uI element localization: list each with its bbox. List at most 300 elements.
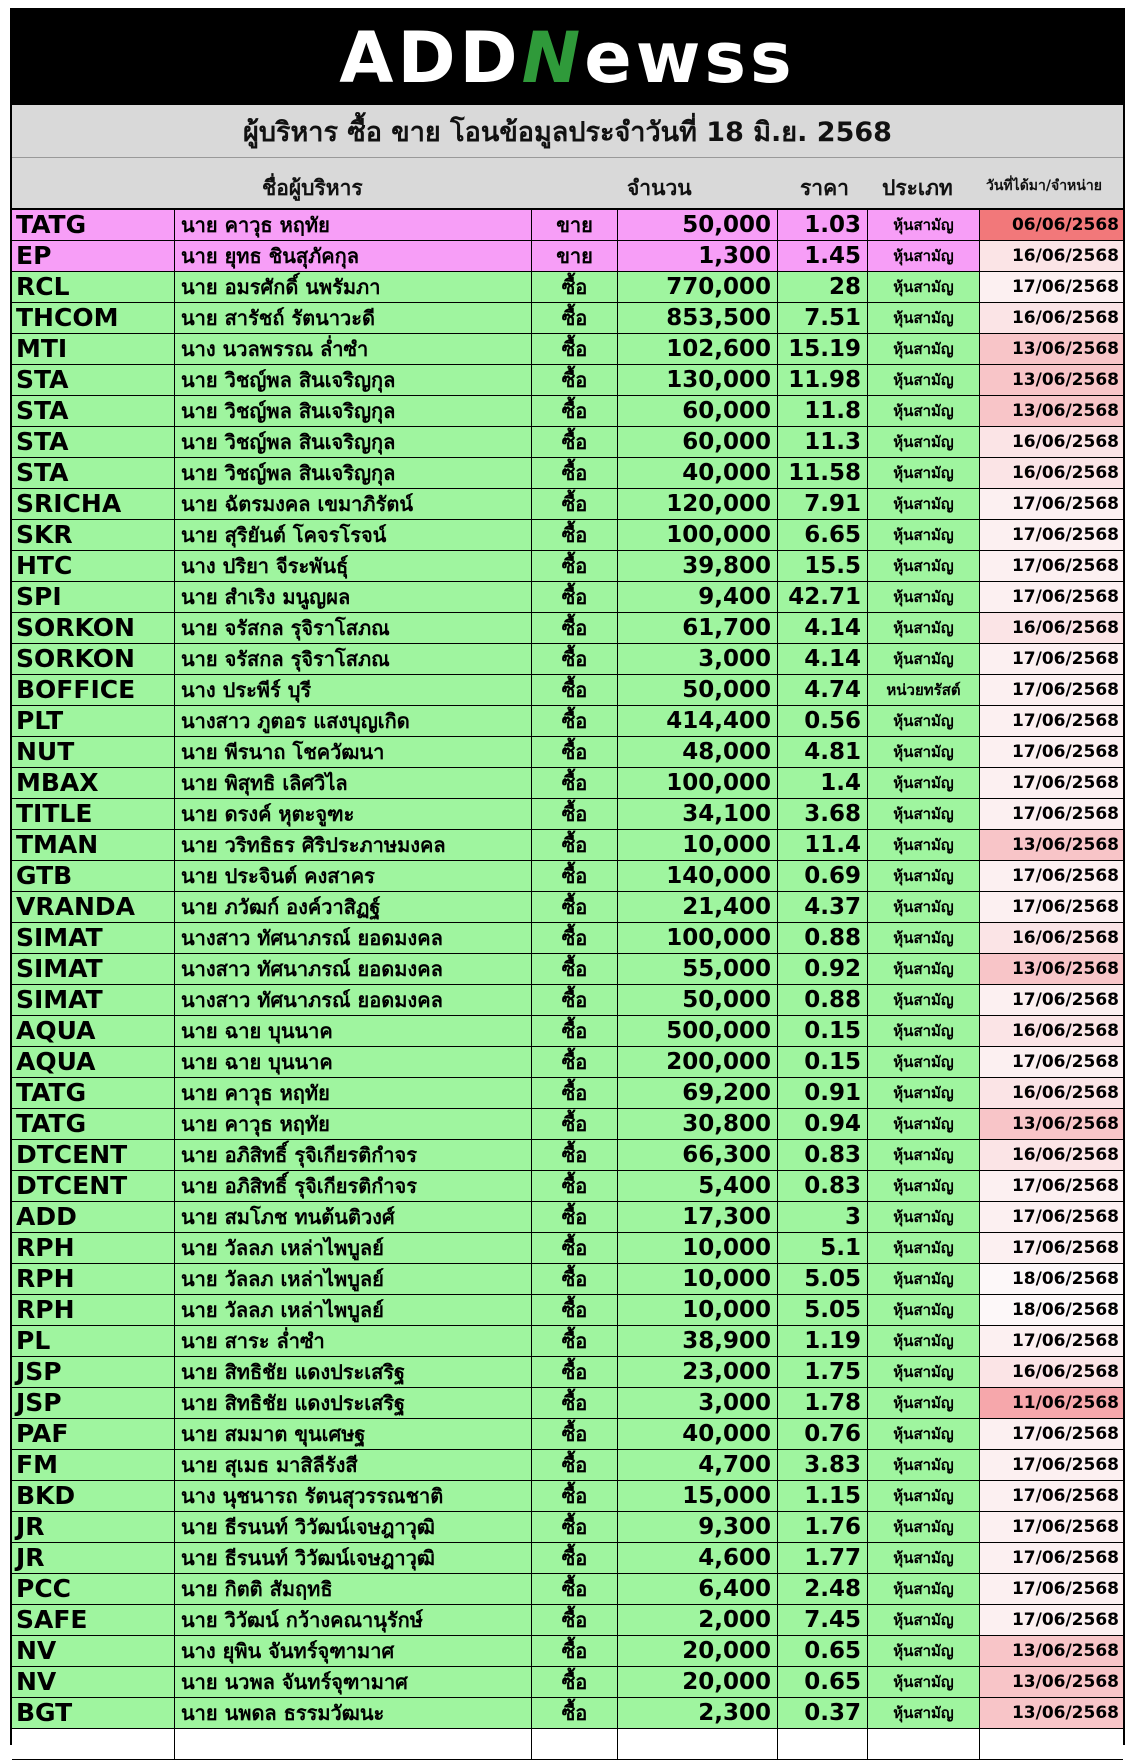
price-cell: 4.81 xyxy=(778,737,868,767)
trade-date-cell: 13/06/2568 xyxy=(980,334,1123,364)
price-cell: 0.92 xyxy=(778,954,868,984)
symbol-cell: JSP xyxy=(12,1357,175,1387)
security-type-cell: หุ้นสามัญ xyxy=(868,1512,980,1542)
trade-date-cell: 17/06/2568 xyxy=(980,644,1123,674)
symbol-cell: SIMAT xyxy=(12,923,175,953)
price-cell: 42.71 xyxy=(778,582,868,612)
trade-date-cell: 17/06/2568 xyxy=(980,1233,1123,1263)
security-type-cell: หุ้นสามัญ xyxy=(868,1109,980,1139)
trade-side-cell: ซื้อ xyxy=(532,1636,618,1666)
price-cell: 11.4 xyxy=(778,830,868,860)
trade-date-cell: 16/06/2568 xyxy=(980,427,1123,457)
trade-date-cell: 13/06/2568 xyxy=(980,1109,1123,1139)
security-type-cell: หุ้นสามัญ xyxy=(868,551,980,581)
price-cell: 28 xyxy=(778,272,868,302)
quantity-cell: 10,000 xyxy=(618,1295,778,1325)
symbol-cell: NV xyxy=(12,1636,175,1666)
trade-side-cell: ซื้อ xyxy=(532,1047,618,1077)
symbol-cell: STA xyxy=(12,396,175,426)
table-row xyxy=(12,706,1123,737)
security-type-cell: หุ้นสามัญ xyxy=(868,985,980,1015)
trade-side-cell: ซื้อ xyxy=(532,396,618,426)
trade-date-cell: 16/06/2568 xyxy=(980,1140,1123,1170)
price-cell: 3.83 xyxy=(778,1450,868,1480)
trade-date-cell: 16/06/2568 xyxy=(980,241,1123,271)
trade-side-cell: ซื้อ xyxy=(532,1667,618,1697)
column-headers xyxy=(12,158,1123,210)
executive-name-cell: นาย คาวุธ หฤทัย xyxy=(175,210,532,240)
symbol-cell: STA xyxy=(12,458,175,488)
symbol-cell: DTCENT xyxy=(12,1140,175,1170)
price-cell: 5.05 xyxy=(778,1295,868,1325)
symbol-cell: PAF xyxy=(12,1419,175,1449)
trade-date-cell: 17/06/2568 xyxy=(980,861,1123,891)
security-type-cell: หุ้นสามัญ xyxy=(868,644,980,674)
quantity-cell: 17,300 xyxy=(618,1202,778,1232)
price-cell: 0.65 xyxy=(778,1667,868,1697)
empty-cell xyxy=(778,1729,868,1759)
price-cell: 0.69 xyxy=(778,861,868,891)
table-row xyxy=(12,892,1123,923)
quantity-cell: 40,000 xyxy=(618,1419,778,1449)
executive-name-cell: นาย ประจินต์ คงสาคร xyxy=(175,861,532,891)
trade-date-cell: 17/06/2568 xyxy=(980,892,1123,922)
executive-name-cell: นาย วัลลภ เหล่าไพบูลย์ xyxy=(175,1233,532,1263)
trade-date-cell: 17/06/2568 xyxy=(980,985,1123,1015)
price-cell: 0.56 xyxy=(778,706,868,736)
executive-name-cell: นาย วัลลภ เหล่าไพบูลย์ xyxy=(175,1264,532,1294)
symbol-cell: TITLE xyxy=(12,799,175,829)
trade-side-cell: ซื้อ xyxy=(532,954,618,984)
quantity-cell: 60,000 xyxy=(618,396,778,426)
price-cell: 0.15 xyxy=(778,1016,868,1046)
table-row xyxy=(12,1016,1123,1047)
symbol-cell: FM xyxy=(12,1450,175,1480)
quantity-cell: 55,000 xyxy=(618,954,778,984)
executive-name-cell: นาย วิวัฒน์ กว้างคณานุรักษ์ xyxy=(175,1605,532,1635)
executive-name-cell: นาย อภิสิทธิ์ รุจิเกียรติกำจร xyxy=(175,1171,532,1201)
quantity-cell: 34,100 xyxy=(618,799,778,829)
trade-date-cell: 13/06/2568 xyxy=(980,1636,1123,1666)
table-row xyxy=(12,1636,1123,1667)
trade-side-cell: ซื้อ xyxy=(532,1419,618,1449)
symbol-cell: TMAN xyxy=(12,830,175,860)
empty-cell xyxy=(980,1729,1123,1759)
trade-side-cell: ขาย xyxy=(532,241,618,271)
quantity-cell: 120,000 xyxy=(618,489,778,519)
empty-cell xyxy=(12,1729,175,1759)
table-row xyxy=(12,1202,1123,1233)
trade-date-cell: 17/06/2568 xyxy=(980,706,1123,736)
trade-side-cell: ซื้อ xyxy=(532,551,618,581)
symbol-cell: BOFFICE xyxy=(12,675,175,705)
table-row xyxy=(12,489,1123,520)
table-row xyxy=(12,1078,1123,1109)
executive-name-cell: นาย ธีรนนท์ วิวัฒน์เจษฎาวุฒิ xyxy=(175,1543,532,1573)
trade-date-cell: 17/06/2568 xyxy=(980,1419,1123,1449)
executive-name-cell: นาย นวพล จันทร์จุฑามาศ xyxy=(175,1667,532,1697)
symbol-cell: ADD xyxy=(12,1202,175,1232)
trade-date-cell: 17/06/2568 xyxy=(980,799,1123,829)
price-cell: 0.83 xyxy=(778,1140,868,1170)
symbol-cell: DTCENT xyxy=(12,1171,175,1201)
executive-name-cell: นาย ฉาย บุนนาค xyxy=(175,1016,532,1046)
table-row xyxy=(12,1047,1123,1078)
table-row xyxy=(12,861,1123,892)
security-type-cell: หุ้นสามัญ xyxy=(868,861,980,891)
security-type-cell: หุ้นสามัญ xyxy=(868,799,980,829)
quantity-cell: 10,000 xyxy=(618,1264,778,1294)
symbol-cell: SAFE xyxy=(12,1605,175,1635)
executive-name-cell: นาย พิสุทธิ เลิศวิไล xyxy=(175,768,532,798)
security-type-cell: หุ้นสามัญ xyxy=(868,1016,980,1046)
trade-side-cell: ซื้อ xyxy=(532,1357,618,1387)
trade-side-cell: ซื้อ xyxy=(532,1388,618,1418)
symbol-cell: TATG xyxy=(12,1109,175,1139)
trade-date-cell: 17/06/2568 xyxy=(980,1605,1123,1635)
quantity-cell: 500,000 xyxy=(618,1016,778,1046)
price-cell: 0.88 xyxy=(778,923,868,953)
trade-date-cell: 13/06/2568 xyxy=(980,1667,1123,1697)
trade-date-cell: 17/06/2568 xyxy=(980,1574,1123,1604)
quantity-cell: 3,000 xyxy=(618,1388,778,1418)
trade-side-cell: ซื้อ xyxy=(532,892,618,922)
quantity-cell: 20,000 xyxy=(618,1667,778,1697)
trade-side-cell: ซื้อ xyxy=(532,830,618,860)
security-type-cell: หุ้นสามัญ xyxy=(868,1264,980,1294)
security-type-cell: หุ้นสามัญ xyxy=(868,1047,980,1077)
price-cell: 1.75 xyxy=(778,1357,868,1387)
price-cell: 4.14 xyxy=(778,644,868,674)
trade-date-cell: 16/06/2568 xyxy=(980,1357,1123,1387)
header-date: วันที่ได้มา/จำหน่าย xyxy=(986,178,1102,194)
trade-date-cell: 11/06/2568 xyxy=(980,1388,1123,1418)
executive-name-cell: นาย อมรศักดิ์ นพรัมภา xyxy=(175,272,532,302)
quantity-cell: 10,000 xyxy=(618,1233,778,1263)
quantity-cell: 853,500 xyxy=(618,303,778,333)
symbol-cell: JSP xyxy=(12,1388,175,1418)
executive-name-cell: นาย ฉาย บุนนาค xyxy=(175,1047,532,1077)
security-type-cell: หุ้นสามัญ xyxy=(868,954,980,984)
header-qty: จำนวน xyxy=(627,176,692,200)
symbol-cell: MBAX xyxy=(12,768,175,798)
security-type-cell: หุ้นสามัญ xyxy=(868,1202,980,1232)
quantity-cell: 130,000 xyxy=(618,365,778,395)
security-type-cell: หุ้นสามัญ xyxy=(868,1078,980,1108)
quantity-cell: 6,400 xyxy=(618,1574,778,1604)
trade-side-cell: ซื้อ xyxy=(532,582,618,612)
quantity-cell: 38,900 xyxy=(618,1326,778,1356)
trade-side-cell: ซื้อ xyxy=(532,520,618,550)
quantity-cell: 1,300 xyxy=(618,241,778,271)
empty-row xyxy=(12,1729,1123,1760)
trade-date-cell: 13/06/2568 xyxy=(980,365,1123,395)
quantity-cell: 50,000 xyxy=(618,985,778,1015)
security-type-cell: หุ้นสามัญ xyxy=(868,520,980,550)
price-cell: 6.65 xyxy=(778,520,868,550)
quantity-cell: 15,000 xyxy=(618,1481,778,1511)
trade-side-cell: ซื้อ xyxy=(532,1574,618,1604)
symbol-cell: BGT xyxy=(12,1698,175,1728)
symbol-cell: PL xyxy=(12,1326,175,1356)
trade-side-cell: ซื้อ xyxy=(532,1233,618,1263)
quantity-cell: 200,000 xyxy=(618,1047,778,1077)
trade-date-cell: 06/06/2568 xyxy=(980,210,1123,240)
price-cell: 1.76 xyxy=(778,1512,868,1542)
security-type-cell: หุ้นสามัญ xyxy=(868,892,980,922)
security-type-cell: หุ้นสามัญ xyxy=(868,1605,980,1635)
executive-name-cell: นางสาว ภูตอร แสงบุญเกิด xyxy=(175,706,532,736)
executive-name-cell: นาย อภิสิทธิ์ รุจิเกียรติกำจร xyxy=(175,1140,532,1170)
security-type-cell: หุ้นสามัญ xyxy=(868,1450,980,1480)
price-cell: 4.14 xyxy=(778,613,868,643)
executive-name-cell: นาย จรัสกล รุจิราโสภณ xyxy=(175,613,532,643)
price-cell: 11.3 xyxy=(778,427,868,457)
trade-date-cell: 17/06/2568 xyxy=(980,1047,1123,1077)
security-type-cell: หน่วยทรัสต์ xyxy=(868,675,980,705)
table-row xyxy=(12,1512,1123,1543)
trade-date-cell: 17/06/2568 xyxy=(980,1326,1123,1356)
trade-date-cell: 17/06/2568 xyxy=(980,1481,1123,1511)
trade-date-cell: 16/06/2568 xyxy=(980,1016,1123,1046)
table-row xyxy=(12,458,1123,489)
trade-side-cell: ซื้อ xyxy=(532,334,618,364)
security-type-cell: หุ้นสามัญ xyxy=(868,489,980,519)
executive-name-cell: นาย วิชญ์พล สินเจริญกุล xyxy=(175,458,532,488)
table-row xyxy=(12,334,1123,365)
quantity-cell: 69,200 xyxy=(618,1078,778,1108)
trade-side-cell: ซื้อ xyxy=(532,985,618,1015)
security-type-cell: หุ้นสามัญ xyxy=(868,241,980,271)
price-cell: 1.03 xyxy=(778,210,868,240)
symbol-cell: STA xyxy=(12,365,175,395)
table-row xyxy=(12,1171,1123,1202)
trade-side-cell: ซื้อ xyxy=(532,613,618,643)
trades-table xyxy=(12,210,1123,1760)
price-cell: 11.8 xyxy=(778,396,868,426)
trade-date-cell: 17/06/2568 xyxy=(980,1171,1123,1201)
price-cell: 4.74 xyxy=(778,675,868,705)
security-type-cell: หุ้นสามัญ xyxy=(868,1295,980,1325)
table-row xyxy=(12,365,1123,396)
trade-side-cell: ซื้อ xyxy=(532,1450,618,1480)
executive-name-cell: นาย ดรงค์ หุตะจูฑะ xyxy=(175,799,532,829)
trade-side-cell: ซื้อ xyxy=(532,644,618,674)
executive-name-cell: นาย ธีรนนท์ วิวัฒน์เจษฎาวุฒิ xyxy=(175,1512,532,1542)
trade-date-cell: 17/06/2568 xyxy=(980,551,1123,581)
trade-date-cell: 13/06/2568 xyxy=(980,954,1123,984)
insider-trading-sheet xyxy=(10,8,1125,1745)
symbol-cell: NV xyxy=(12,1667,175,1697)
trade-date-cell: 17/06/2568 xyxy=(980,520,1123,550)
table-row xyxy=(12,985,1123,1016)
price-cell: 0.37 xyxy=(778,1698,868,1728)
symbol-cell: TATG xyxy=(12,210,175,240)
quantity-cell: 66,300 xyxy=(618,1140,778,1170)
trade-side-cell: ซื้อ xyxy=(532,1481,618,1511)
table-row xyxy=(12,1295,1123,1326)
trade-side-cell: ซื้อ xyxy=(532,458,618,488)
symbol-cell: BKD xyxy=(12,1481,175,1511)
security-type-cell: หุ้นสามัญ xyxy=(868,458,980,488)
table-row xyxy=(12,1140,1123,1171)
security-type-cell: หุ้นสามัญ xyxy=(868,1481,980,1511)
security-type-cell: หุ้นสามัญ xyxy=(868,1667,980,1697)
security-type-cell: หุ้นสามัญ xyxy=(868,737,980,767)
table-row xyxy=(12,1605,1123,1636)
trade-date-cell: 17/06/2568 xyxy=(980,582,1123,612)
symbol-cell: TATG xyxy=(12,1078,175,1108)
trade-date-cell: 13/06/2568 xyxy=(980,1698,1123,1728)
trade-side-cell: ซื้อ xyxy=(532,737,618,767)
quantity-cell: 21,400 xyxy=(618,892,778,922)
symbol-cell: SIMAT xyxy=(12,985,175,1015)
empty-cell xyxy=(175,1729,532,1759)
executive-name-cell: นาย นพดล ธรรมวัฒนะ xyxy=(175,1698,532,1728)
trade-date-cell: 13/06/2568 xyxy=(980,830,1123,860)
executive-name-cell: นางสาว ทัศนาภรณ์ ยอดมงคล xyxy=(175,923,532,953)
trade-date-cell: 17/06/2568 xyxy=(980,272,1123,302)
trade-side-cell: ซื้อ xyxy=(532,1078,618,1108)
trade-date-cell: 16/06/2568 xyxy=(980,1078,1123,1108)
quantity-cell: 9,300 xyxy=(618,1512,778,1542)
trade-date-cell: 18/06/2568 xyxy=(980,1295,1123,1325)
trade-side-cell: ซื้อ xyxy=(532,1605,618,1635)
symbol-cell: RPH xyxy=(12,1233,175,1263)
quantity-cell: 140,000 xyxy=(618,861,778,891)
executive-name-cell: นาย ฉัตรมงคล เขมาภิรัตน์ xyxy=(175,489,532,519)
table-row xyxy=(12,1109,1123,1140)
price-cell: 0.83 xyxy=(778,1171,868,1201)
price-cell: 7.91 xyxy=(778,489,868,519)
executive-name-cell: นาย จรัสกล รุจิราโสภณ xyxy=(175,644,532,674)
table-row xyxy=(12,1357,1123,1388)
quantity-cell: 2,000 xyxy=(618,1605,778,1635)
security-type-cell: หุ้นสามัญ xyxy=(868,768,980,798)
table-row xyxy=(12,1543,1123,1574)
table-row xyxy=(12,1388,1123,1419)
executive-name-cell: นาย สุเมธ มาสิลีรังสี xyxy=(175,1450,532,1480)
price-cell: 0.76 xyxy=(778,1419,868,1449)
price-cell: 5.1 xyxy=(778,1233,868,1263)
security-type-cell: หุ้นสามัญ xyxy=(868,1233,980,1263)
table-row xyxy=(12,1698,1123,1729)
table-row xyxy=(12,830,1123,861)
symbol-cell: SRICHA xyxy=(12,489,175,519)
price-cell: 5.05 xyxy=(778,1264,868,1294)
table-row xyxy=(12,1264,1123,1295)
trade-side-cell: ซื้อ xyxy=(532,675,618,705)
quantity-cell: 48,000 xyxy=(618,737,778,767)
trade-side-cell: ซื้อ xyxy=(532,768,618,798)
security-type-cell: หุ้นสามัญ xyxy=(868,334,980,364)
symbol-cell: SORKON xyxy=(12,613,175,643)
security-type-cell: หุ้นสามัญ xyxy=(868,1140,980,1170)
trade-side-cell: ซื้อ xyxy=(532,1171,618,1201)
price-cell: 7.45 xyxy=(778,1605,868,1635)
executive-name-cell: นาย สาระ ล่ำซำ xyxy=(175,1326,532,1356)
trade-date-cell: 17/06/2568 xyxy=(980,489,1123,519)
executive-name-cell: นาย คาวุธ หฤทัย xyxy=(175,1078,532,1108)
executive-name-cell: นาย สิทธิชัย แดงประเสริฐ xyxy=(175,1357,532,1387)
price-cell: 0.65 xyxy=(778,1636,868,1666)
quantity-cell: 4,700 xyxy=(618,1450,778,1480)
table-row xyxy=(12,923,1123,954)
symbol-cell: PCC xyxy=(12,1574,175,1604)
trade-side-cell: ซื้อ xyxy=(532,1016,618,1046)
executive-name-cell: นาย คาวุธ หฤทัย xyxy=(175,1109,532,1139)
symbol-cell: RCL xyxy=(12,272,175,302)
executive-name-cell: นาง นวลพรรณ ล่ำซำ xyxy=(175,334,532,364)
quantity-cell: 39,800 xyxy=(618,551,778,581)
symbol-cell: HTC xyxy=(12,551,175,581)
executive-name-cell: นาย พีรนาถ โชควัฒนา xyxy=(175,737,532,767)
trade-side-cell: ซื้อ xyxy=(532,1512,618,1542)
symbol-cell: AQUA xyxy=(12,1016,175,1046)
quantity-cell: 30,800 xyxy=(618,1109,778,1139)
table-row xyxy=(12,1667,1123,1698)
price-cell: 1.78 xyxy=(778,1388,868,1418)
symbol-cell: SIMAT xyxy=(12,954,175,984)
security-type-cell: หุ้นสามัญ xyxy=(868,1357,980,1387)
table-row xyxy=(12,768,1123,799)
security-type-cell: หุ้นสามัญ xyxy=(868,706,980,736)
table-row xyxy=(12,954,1123,985)
quantity-cell: 10,000 xyxy=(618,830,778,860)
table-row xyxy=(12,551,1123,582)
table-row xyxy=(12,303,1123,334)
trade-side-cell: ซื้อ xyxy=(532,1326,618,1356)
empty-cell xyxy=(618,1729,778,1759)
trade-side-cell: ขาย xyxy=(532,210,618,240)
symbol-cell: SORKON xyxy=(12,644,175,674)
security-type-cell: หุ้นสามัญ xyxy=(868,582,980,612)
table-row xyxy=(12,210,1123,241)
table-row xyxy=(12,396,1123,427)
trade-date-cell: 17/06/2568 xyxy=(980,675,1123,705)
price-cell: 1.4 xyxy=(778,768,868,798)
security-type-cell: หุ้นสามัญ xyxy=(868,1636,980,1666)
table-row xyxy=(12,241,1123,272)
symbol-cell: GTB xyxy=(12,861,175,891)
symbol-cell: RPH xyxy=(12,1264,175,1294)
table-row xyxy=(12,1574,1123,1605)
symbol-cell: PLT xyxy=(12,706,175,736)
quantity-cell: 4,600 xyxy=(618,1543,778,1573)
price-cell: 1.15 xyxy=(778,1481,868,1511)
page-title: ผู้บริหาร ซื้อ ขาย โอนข้อมูลประจำวันที่ 18 มิ.ย. 2568 xyxy=(12,105,1123,158)
trade-side-cell: ซื้อ xyxy=(532,1698,618,1728)
quantity-cell: 50,000 xyxy=(618,210,778,240)
quantity-cell: 3,000 xyxy=(618,644,778,674)
security-type-cell: หุ้นสามัญ xyxy=(868,923,980,953)
executive-name-cell: นาย สิทธิชัย แดงประเสริฐ xyxy=(175,1388,532,1418)
executive-name-cell: นาย สมโภช ทนต้นติวงศ์ xyxy=(175,1202,532,1232)
symbol-cell: SPI xyxy=(12,582,175,612)
trade-date-cell: 13/06/2568 xyxy=(980,396,1123,426)
security-type-cell: หุ้นสามัญ xyxy=(868,396,980,426)
executive-name-cell: นาย วิชญ์พล สินเจริญกุล xyxy=(175,365,532,395)
symbol-cell: JR xyxy=(12,1512,175,1542)
trade-side-cell: ซื้อ xyxy=(532,489,618,519)
table-row xyxy=(12,1326,1123,1357)
executive-name-cell: นาย วัลลภ เหล่าไพบูลย์ xyxy=(175,1295,532,1325)
symbol-cell: EP xyxy=(12,241,175,271)
table-row xyxy=(12,644,1123,675)
security-type-cell: หุ้นสามัญ xyxy=(868,1388,980,1418)
executive-name-cell: นาย กิตติ สัมฤทธิ xyxy=(175,1574,532,1604)
executive-name-cell: นาง ยุพิน จันทร์จุฑามาศ xyxy=(175,1636,532,1666)
